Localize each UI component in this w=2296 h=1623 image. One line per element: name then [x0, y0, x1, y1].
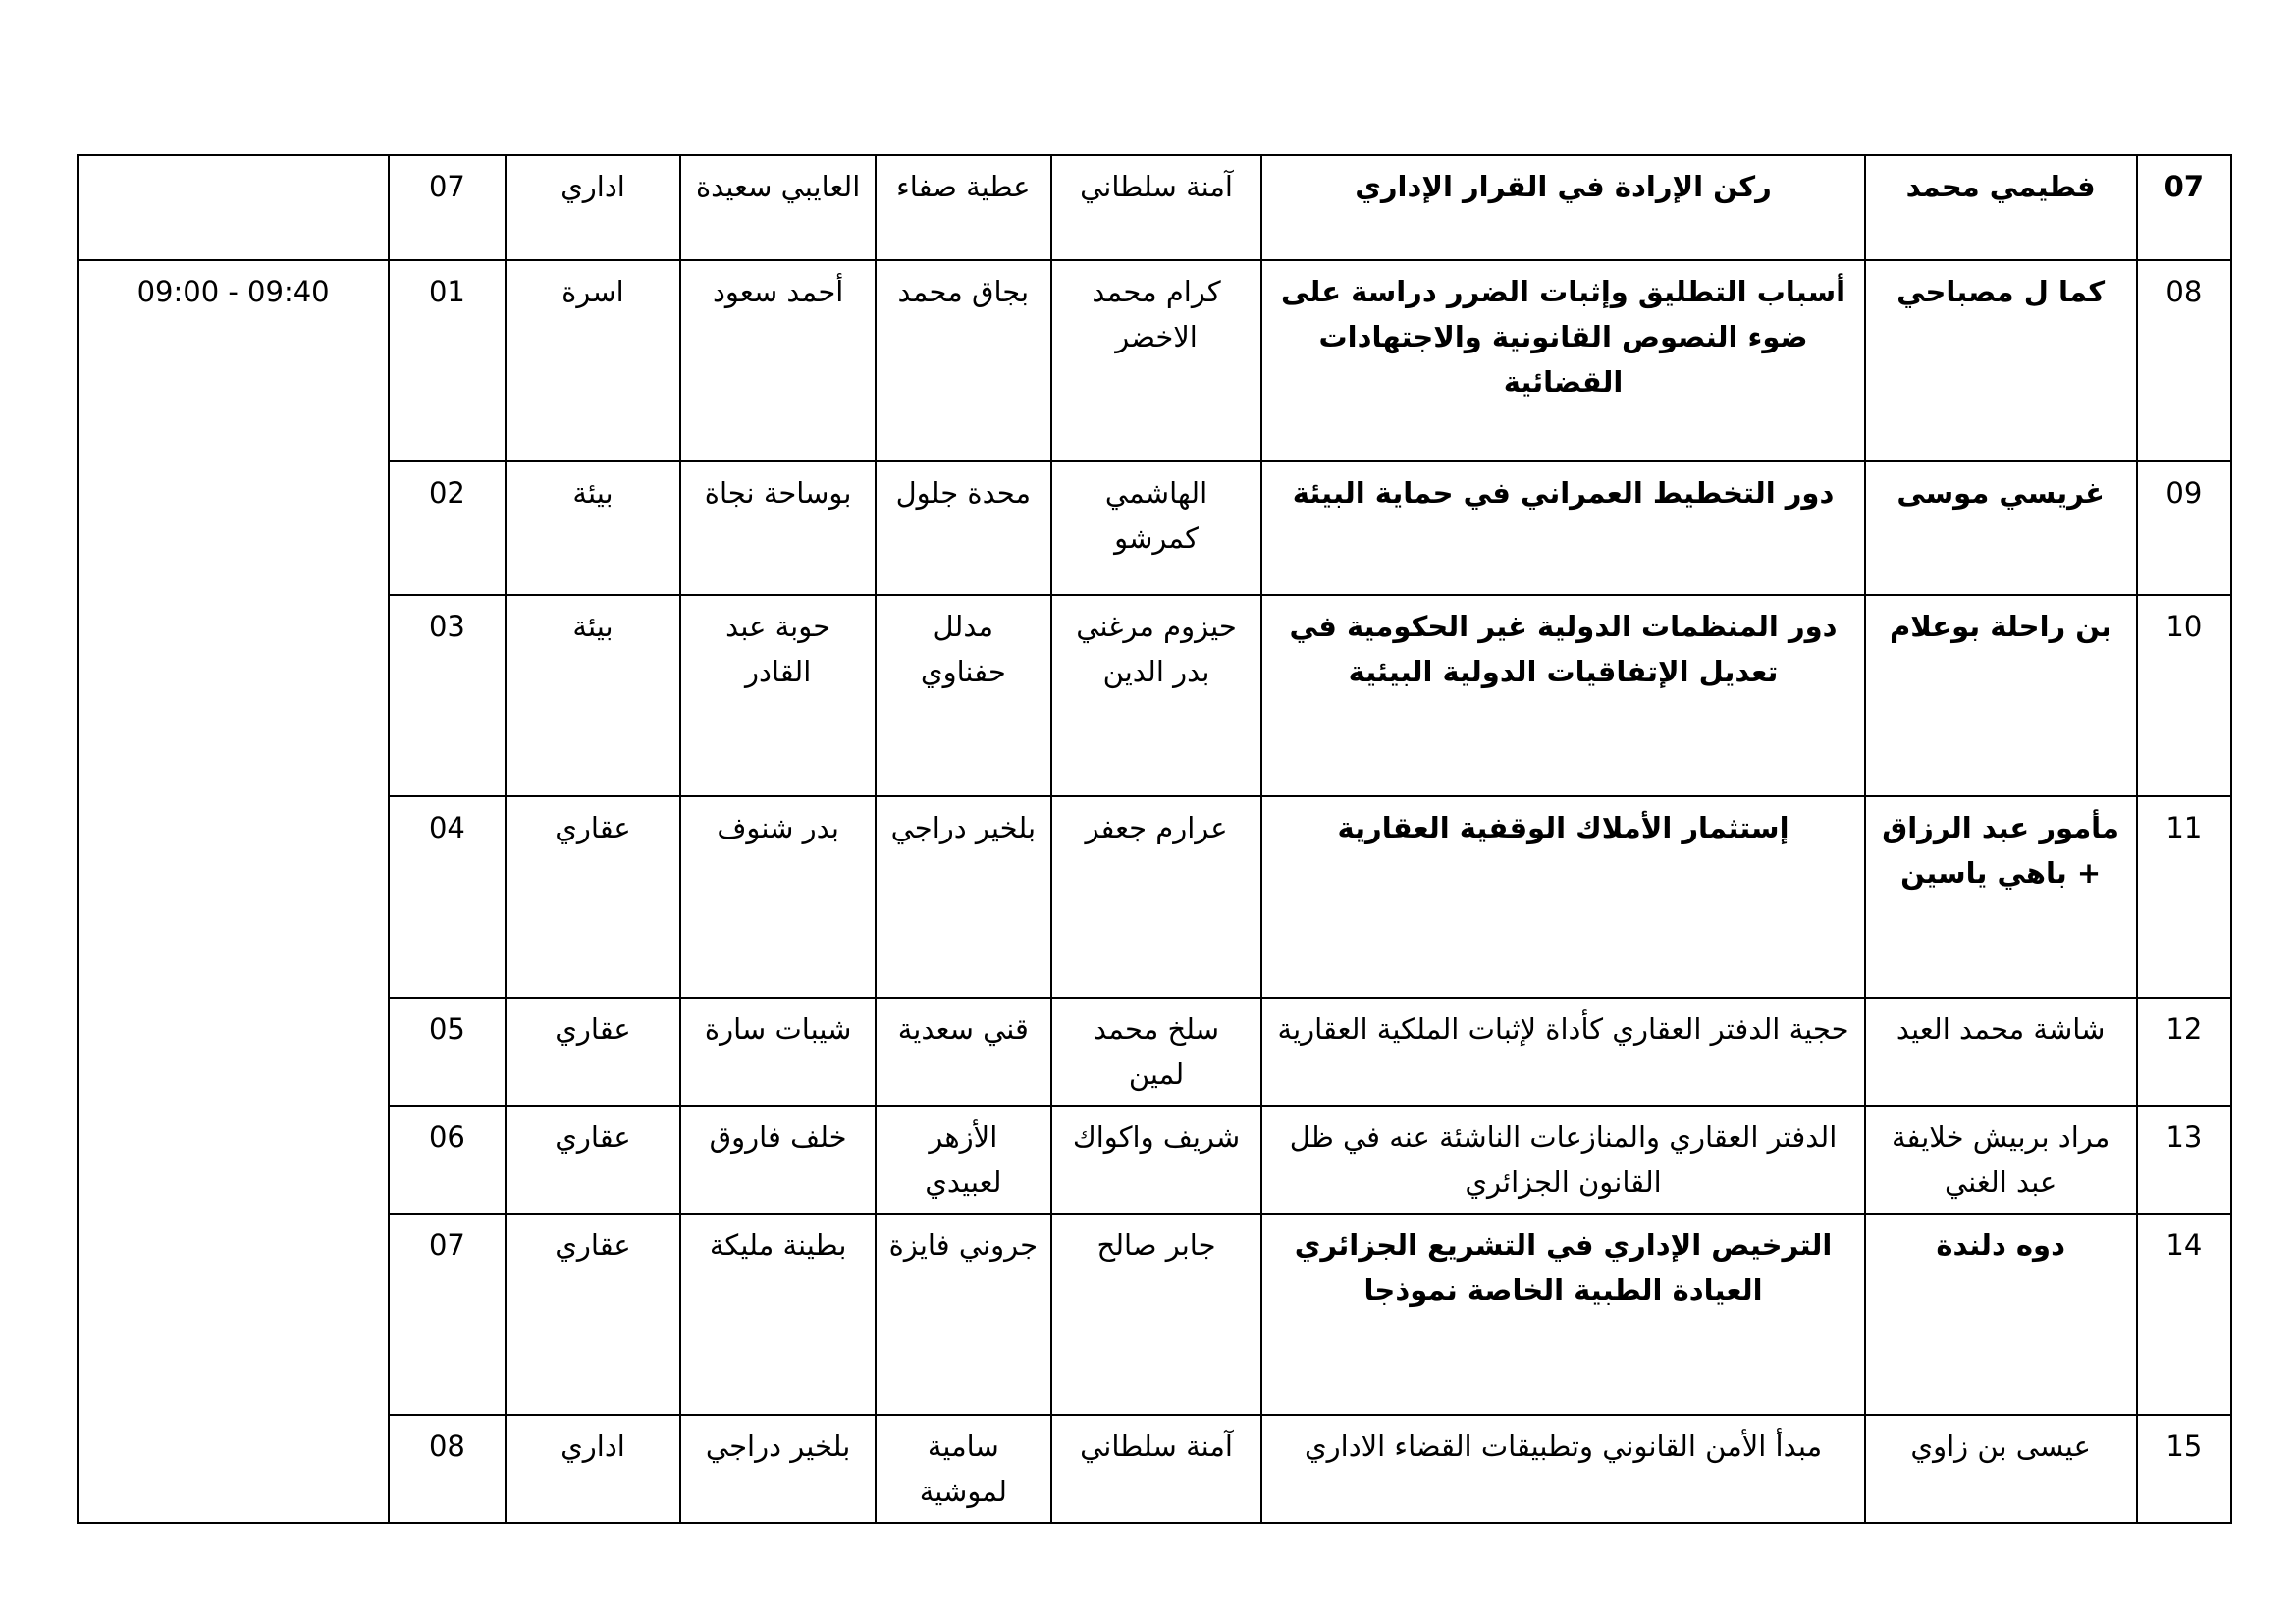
- student-name: كما ل مصباحي: [1865, 260, 2137, 461]
- supervisor: سلخ محمد لمين: [1051, 998, 1262, 1106]
- committee-president: عطية صفاء: [876, 155, 1051, 260]
- thesis-topic: حجية الدفتر العقاري كأداة لإثبات الملكية العقارية: [1261, 998, 1864, 1106]
- thesis-topic: الترخيص الإداري في التشريع الجزائري العيادة الطبية الخاصة نموذجا: [1261, 1214, 1864, 1415]
- examiner: حوبة عبد القادر: [680, 595, 876, 796]
- table-row: [78, 1214, 2231, 1415]
- table-row: [78, 260, 2231, 461]
- examiner: بطينة مليكة: [680, 1214, 876, 1415]
- thesis-topic: الدفتر العقاري والمنازعات الناشئة عنه في ظل القانون الجزائري: [1261, 1106, 1864, 1214]
- specialty: بيئة: [506, 461, 681, 595]
- specialty: عقاري: [506, 796, 681, 998]
- supervisor: عرارم جعفر: [1051, 796, 1262, 998]
- examiner: بوساحة نجاة: [680, 461, 876, 595]
- student-name: فطيمي محمد: [1865, 155, 2137, 260]
- row-number: 15: [2137, 1415, 2231, 1523]
- examiner: شيبات سارة: [680, 998, 876, 1106]
- defense-schedule-table: [77, 154, 2232, 1524]
- thesis-topic: دور المنظمات الدولية غير الحكومية في تعديل الإتفاقيات الدولية البيئية: [1261, 595, 1864, 796]
- table-row: [78, 155, 2231, 260]
- supervisor: جابر صالح: [1051, 1214, 1262, 1415]
- specialty: عقاري: [506, 1214, 681, 1415]
- table-row: [78, 998, 2231, 1106]
- table-row: [78, 1106, 2231, 1214]
- time-slot-empty: [78, 155, 389, 260]
- student-name: مأمور عبد الرزاق + باهي ياسين: [1865, 796, 2137, 998]
- committee-president: بجاق محمد: [876, 260, 1051, 461]
- row-number: 08: [2137, 260, 2231, 461]
- presentation-order: 08: [389, 1415, 505, 1523]
- examiner: خلف فاروق: [680, 1106, 876, 1214]
- presentation-order: 06: [389, 1106, 505, 1214]
- specialty: اسرة: [506, 260, 681, 461]
- committee-president: جروني فايزة: [876, 1214, 1051, 1415]
- row-number: 07: [2137, 155, 2231, 260]
- time-slot: 09:00 - 09:40: [78, 260, 389, 1523]
- presentation-order: 07: [389, 155, 505, 260]
- student-name: مراد بربيش خلايفة عبد الغني: [1865, 1106, 2137, 1214]
- committee-president: مدلل حفناوي: [876, 595, 1051, 796]
- committee-president: الأزهر لعبيدي: [876, 1106, 1051, 1214]
- presentation-order: 07: [389, 1214, 505, 1415]
- table-row: [78, 461, 2231, 595]
- row-number: 09: [2137, 461, 2231, 595]
- table-row: [78, 595, 2231, 796]
- presentation-order: 01: [389, 260, 505, 461]
- table-row: [78, 796, 2231, 998]
- thesis-topic: إستثمار الأملاك الوقفية العقارية: [1261, 796, 1864, 998]
- thesis-topic: ركن الإرادة في القرار الإداري: [1261, 155, 1864, 260]
- supervisor: آمنة سلطاني: [1051, 1415, 1262, 1523]
- presentation-order: 02: [389, 461, 505, 595]
- specialty: اداري: [506, 1415, 681, 1523]
- committee-president: قني سعدية: [876, 998, 1051, 1106]
- specialty: اداري: [506, 155, 681, 260]
- examiner: بلخير دراجي: [680, 1415, 876, 1523]
- row-number: 12: [2137, 998, 2231, 1106]
- row-number: 13: [2137, 1106, 2231, 1214]
- committee-president: محدة جلول: [876, 461, 1051, 595]
- student-name: غريسي موسى: [1865, 461, 2137, 595]
- thesis-topic: دور التخطيط العمراني في حماية البيئة: [1261, 461, 1864, 595]
- row-number: 10: [2137, 595, 2231, 796]
- student-name: بن راحلة بوعلام: [1865, 595, 2137, 796]
- specialty: عقاري: [506, 1106, 681, 1214]
- supervisor: الهاشمي كمرشو: [1051, 461, 1262, 595]
- examiner: بدر شنوف: [680, 796, 876, 998]
- thesis-topic: أسباب التطليق وإثبات الضرر دراسة على ضوء النصوص القانونية والاجتهادات القضائية: [1261, 260, 1864, 461]
- presentation-order: 04: [389, 796, 505, 998]
- row-number: 14: [2137, 1214, 2231, 1415]
- student-name: دوه دلندة: [1865, 1214, 2137, 1415]
- supervisor: شريف واكواك: [1051, 1106, 1262, 1214]
- committee-president: بلخير دراجي: [876, 796, 1051, 998]
- supervisor: حيزوم مرغني بدر الدين: [1051, 595, 1262, 796]
- row-number: 11: [2137, 796, 2231, 998]
- committee-president: سامية لموشية: [876, 1415, 1051, 1523]
- supervisor: آمنة سلطاني: [1051, 155, 1262, 260]
- specialty: عقاري: [506, 998, 681, 1106]
- presentation-order: 03: [389, 595, 505, 796]
- examiner: أحمد سعود: [680, 260, 876, 461]
- supervisor: كرام محمد الاخضر: [1051, 260, 1262, 461]
- table-row: [78, 1415, 2231, 1523]
- student-name: عيسى بن زاوي: [1865, 1415, 2137, 1523]
- thesis-topic: مبدأ الأمن القانوني وتطبيقات القضاء الاداري: [1261, 1415, 1864, 1523]
- specialty: بيئة: [506, 595, 681, 796]
- examiner: العايبي سعيدة: [680, 155, 876, 260]
- presentation-order: 05: [389, 998, 505, 1106]
- student-name: شاشة محمد العيد: [1865, 998, 2137, 1106]
